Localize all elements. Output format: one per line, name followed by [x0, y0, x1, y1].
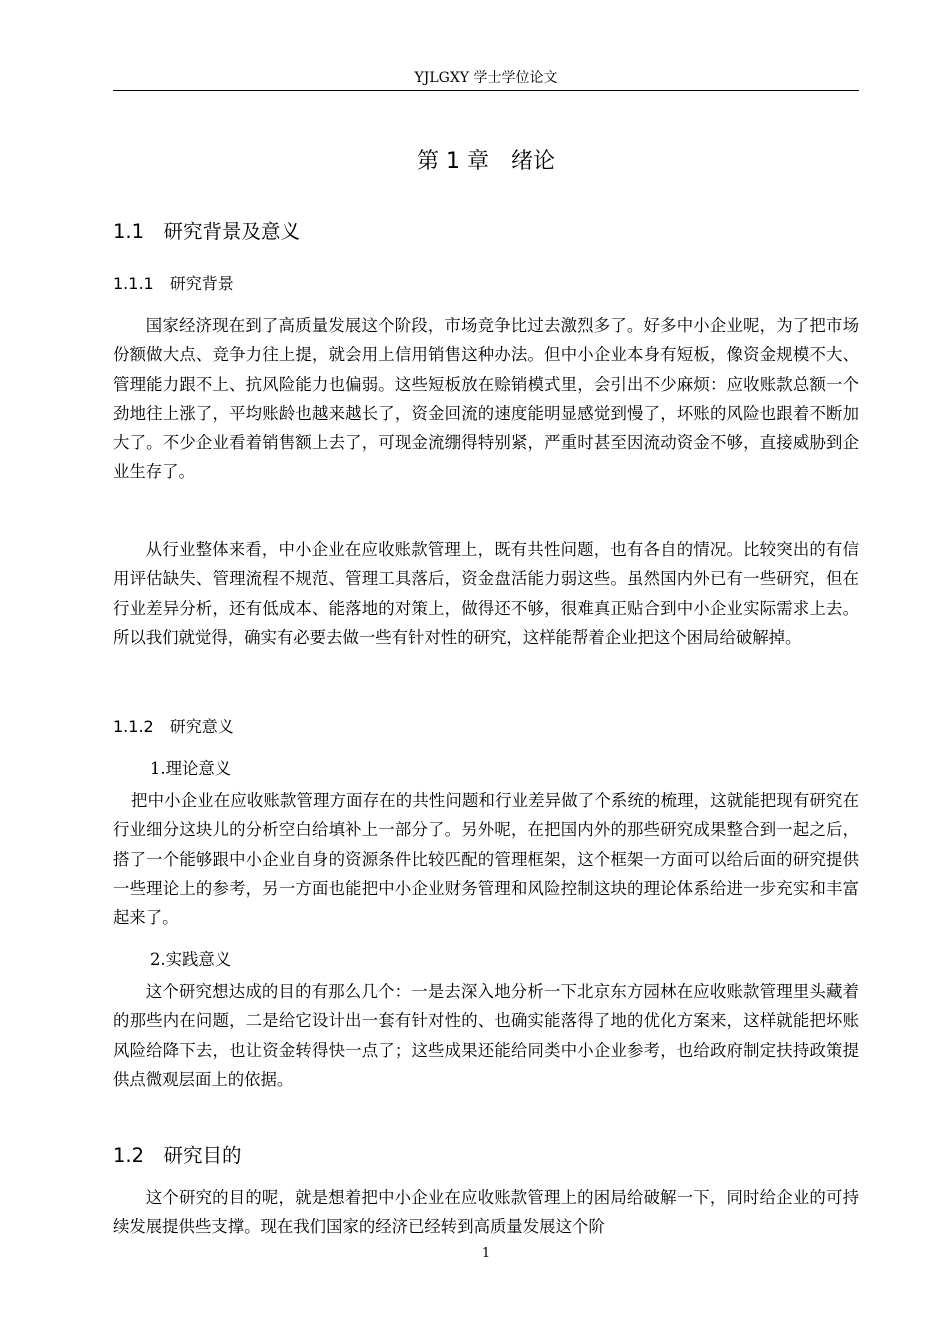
page-number: 1	[481, 1246, 491, 1261]
practice-significance-label: 2.实践意义	[150, 950, 232, 969]
running-header: YJLGXY 学士学位论文	[414, 70, 558, 86]
section-heading-1-1-2: 1.1.2 研究意义	[113, 717, 234, 736]
header-rule	[113, 90, 859, 91]
practice-significance-paragraph: 这个研究想达成的目的有那么几个：一是去深入地分析一下北京东方园林在应收账款管理里头藏着的那些内在问题，二是给它设计出一套有针对性的、也确实能落得了地的优化方案来，这样就能把坏账风险给降下去，也让资金转得快一点了；这些成果还能给同类中小企业参考，也给政府制定扶持政策提供点微观层面上的依据。	[113, 982, 859, 1089]
theory-significance-label: 1.理论意义	[150, 759, 232, 778]
purpose-paragraph: 这个研究的目的呢，就是想着把中小企业在应收账款管理上的困局给破解一下，同时给企业的可持续发展提供些支撑。现在我们国家的经济已经转到高质量发展这个阶	[113, 1188, 859, 1237]
theory-significance-paragraph: 把中小企业在应收账款管理方面存在的共性问题和行业差异做了个系统的梳理，这就能把现有研究在行业细分这块儿的分析空白给填补上一部分了。另外呢，在把国内外的那些研究成果整合到一起之后，搭了一个能够跟中小企业自身的资源条件比较匹配的管理框架，这个框架一方面可以给后面的研究提供一些理论上的参考，另一方面也能把中小企业财务管理和风险控制这块的理论体系给进一步充实和丰富起来了。	[113, 791, 859, 928]
background-paragraph-1: 国家经济现在到了高质量发展这个阶段，市场竞争比过去激烈多了。好多中小企业呢，为了把市场份额做大点、竞争力往上提，就会用上信用销售这种办法。但中小企业本身有短板，像资金规模不大、管理能力跟不上、抗风险能力也偏弱。这些短板放在赊销模式里，会引出不少麻烦：应收账款总额一个劲地往上涨了，平均账龄也越来越长了，资金回流的速度能明显感觉到慢了，坏账的风险也跟着不断加大了。不少企业看着销售额上去了，可现金流绷得特别紧，严重时甚至因流动资金不够，直接威胁到企业生存了。	[113, 316, 859, 482]
section-heading-1-2: 1.2 研究目的	[113, 1144, 242, 1167]
section-heading-1-1-1: 1.1.1 研究背景	[113, 274, 234, 293]
background-paragraph-2: 从行业整体来看，中小企业在应收账款管理上，既有共性问题，也有各自的情况。比较突出的有信用评估缺失、管理流程不规范、管理工具落后，资金盘活能力弱这些。虽然国内外已有一些研究，但在行业差异分析，还有低成本、能落地的对策上，做得还不够，很难真正贴合到中小企业实际需求上去。所以我们就觉得，确实有必要去做一些有针对性的研究，这样能帮着企业把这个困局给破解掉。	[113, 540, 859, 647]
section-heading-1-1: 1.1 研究背景及意义	[113, 220, 301, 243]
chapter-title: 第 1 章 绪论	[417, 149, 555, 174]
